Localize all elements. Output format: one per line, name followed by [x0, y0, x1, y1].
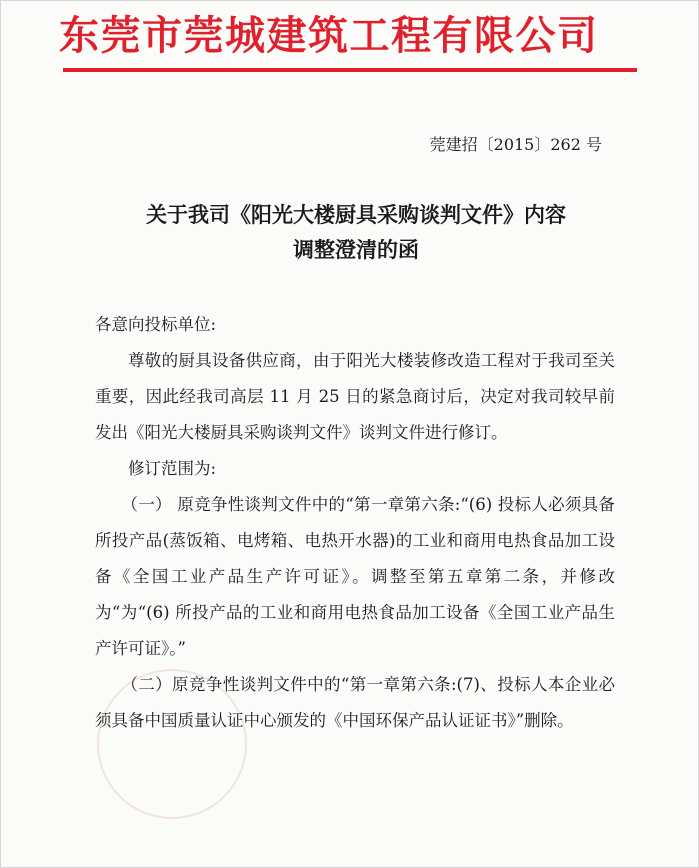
salutation: 各意向投标单位: — [95, 315, 217, 334]
document-title-line-2: 调整澄清的函 — [293, 237, 419, 262]
document-title-line-1: 关于我司《阳光大楼厨具采购谈判文件》内容 — [146, 202, 566, 227]
letterhead-company-name: 东莞市莞城建筑工程有限公司 — [59, 13, 599, 59]
scope-heading: 修订范围为: — [128, 459, 217, 478]
faint-seal-stamp — [97, 669, 247, 819]
document-title — [61, 197, 651, 267]
paragraph-intro: 尊敬的厨具设备供应商，由于阳光大楼装修改造工程对于我司至关重要，因此经我司高层 11 月 25 日的紧急商讨后，决定对我司较早前发出《阳光大楼厨具采购谈判文件》谈判文件进行修订。 — [95, 351, 615, 442]
revision-item-1: （一） 原竞争性谈判文件中的“第一章第六条:“(6) 投标人必须具备所投产品(蒸饭箱、电烤箱、电热开水器)的工业和商用电热食品加工设备《全国工业产品生产许可证》。调整至第五章第二条，并修改为“为“(6) 所投产品的工业和商用电热食品加工设备《全国工业产品生产许可证》。” — [95, 495, 615, 658]
letterhead-divider — [63, 68, 637, 72]
revision-item-2: （二）原竞争性谈判文件中的“第一章第六条:(7)、投标人本企业必须具备中国质量认证中心颁发的《中国环保产品认证证书》”删除。 — [95, 675, 615, 730]
document-number: 莞建招〔2015〕262 号 — [429, 135, 602, 154]
